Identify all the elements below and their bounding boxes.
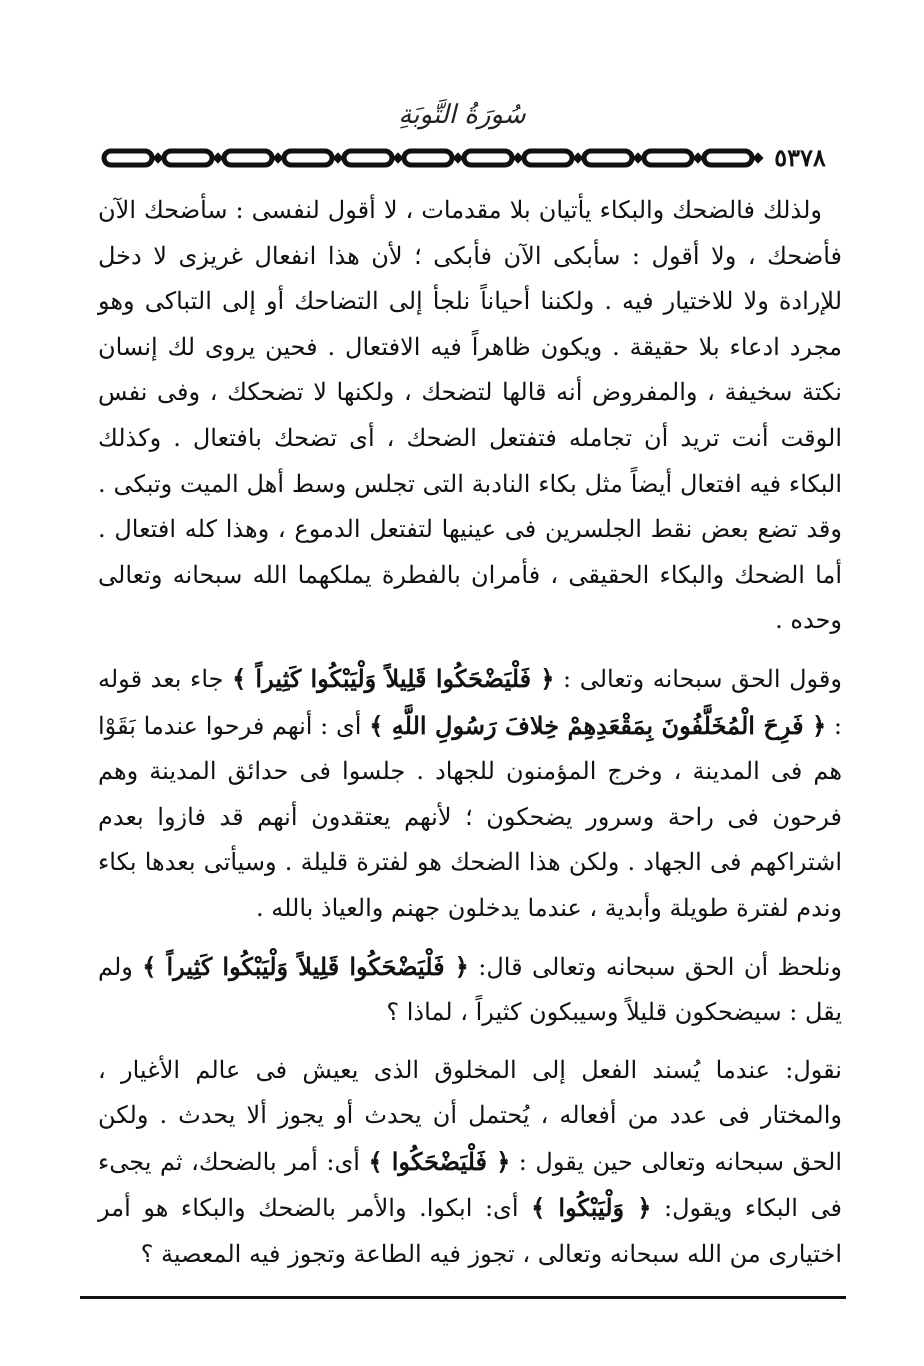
paragraph-text: أى: ابكوا. والأمر بالضحك والبكاء هو أمر اختيارى من الله سبحانه وتعالى ، تجوز فيه الطاعة وتجوز فيه المعصية ؟ xyxy=(98,1194,842,1269)
paragraph-text: نقول: عندما يُسند الفعل إلى المخلوق الذى يعيش فى عالم الأغيار ، والمختار فى عدد من أفعاله ، يُحتمل أن يحدث أو يجوز ألا يحدث . ولكن الحق سبحانه وتعالى حين يقول : xyxy=(98,1055,843,1176)
quran-verse: ﴿ وَلْيَبْكُوا ﴾ xyxy=(531,1193,652,1223)
paragraph-text: جاء بعد قوله : xyxy=(98,664,842,740)
page-body xyxy=(98,188,842,1278)
page-number: ٥٣٧٨ xyxy=(774,143,826,172)
paragraph-3 xyxy=(98,944,842,1036)
surah-title: سُورَةُ التَّوبَةِ xyxy=(398,100,526,130)
quran-verse: ﴿ فَلْيَضْحَكُوا قَلِيلاً وَلْيَبْكُوا كَثِيراً ﴾ xyxy=(142,951,469,981)
paragraph-text: أى : أنهم فرحوا عندما بَقَوْا هم فى المدينة ، وخرج المؤمنون للجهاد . جلسوا فى حدائق المدينة وهم فرحون فى راحة وسرور يضحكون ؛ لأنهم يعتقدون أنهم قد فازوا بعدم اشتراكهم فى الجهاد . ولكن هذا الضحك هو لفترة قليلة . وسيأتى بعدها بكاء وندم لفترة طويلة وأبدية ، عندما يدخلون جهنم والعياذ بالله . xyxy=(98,711,842,922)
decorative-border-icon xyxy=(100,143,830,173)
paragraph-2 xyxy=(98,656,842,932)
paragraph-text: ونلحظ أن الحق سبحانه وتعالى قال: xyxy=(468,952,842,981)
paragraph-text: وقول الحق سبحانه وتعالى : xyxy=(554,664,842,693)
paragraph-1: ولذلك فالضحك والبكاء يأتيان بلا مقدمات ، لا أقول لنفسى : سأضحك الآن فأضحك ، ولا أقول : سأبكى الآن فأبكى ؛ لأن هذا انفعال غريزى لا دخل للإرادة ولا للاختيار فيه . ولكننا أحياناً نلجأ إلى التضاحك أو إلى التباكى وهو مجرد ادعاء بلا حقيقة . ويكون ظاهراً فيه الافتعال . فحين يروى لك إنسان نكتة سخيفة ، والمفروض أنه قالها لتضحك ، ولكنها لا تضحكك ، وفى نفس الوقت أنت تريد أن تجامله فتفتعل الضحك ، أى تضحك بافتعال . وكذلك البكاء فيه افتعال أيضاً مثل بكاء النادبة التى تجلس وسط أهل الميت وتبكى . وقد تضع بعض نقط الجلسرين فى عينيها لتفتعل الدموع ، وهذا كله افتعال . أما الضحك والبكاء الحقيقى ، فأمران بالفطرة يملكهما الله سبحانه وتعالى وحده . xyxy=(98,196,842,635)
paragraph-text: أى: أمر بالضحك، ثم يجىء فى البكاء ويقول: xyxy=(98,1147,842,1223)
quran-verse: ﴿ فَلْيَضْحَكُوا قَلِيلاً وَلْيَبْكُوا كَثِيراً ﴾ xyxy=(232,663,555,693)
footer-rule xyxy=(80,1296,846,1299)
paragraph-text: ولم يقل : سيضحكون قليلاً وسيبكون كثيراً ، لماذا ؟ xyxy=(98,952,842,1027)
quran-verse: ﴿ فَلْيَضْحَكُوا ﴾ xyxy=(368,1146,511,1176)
quran-verse: ﴿ فَرِحَ الْمُخَلَّفُونَ بِمَقْعَدِهِمْ خِلافَ رَسُولِ اللَّهِ ﴾ xyxy=(369,710,827,740)
paragraph-4 xyxy=(98,1048,842,1278)
